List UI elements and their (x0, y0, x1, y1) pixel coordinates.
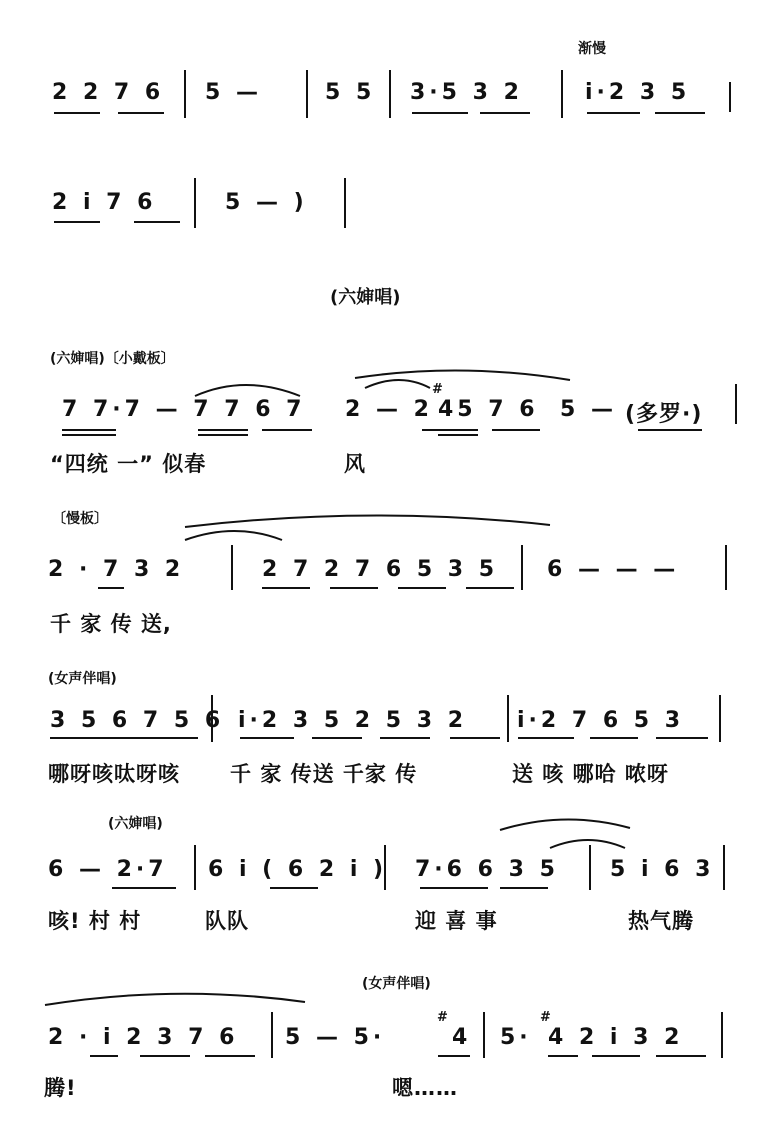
measure-r3-5: (多罗·) (625, 402, 703, 427)
measure-r4-1: 2 · 7 3 2 (48, 557, 185, 582)
measure-r1-3: 5 5 (325, 80, 376, 105)
lyric-r4: 千 家 传 送, (50, 612, 172, 636)
measure-r4-2: 2 7 2 7 6 5 3 5 (262, 557, 499, 582)
measure-r1-1: 2 2 7 6 (52, 80, 165, 105)
measure-r6-1: 6 — 2·7 (48, 857, 168, 882)
measure-r6-4: 5 i 6 3 (610, 857, 715, 882)
sharp-mark-r7b: # (540, 1010, 551, 1025)
measure-r7-1: 2 · i 2 3 7 6 (48, 1025, 239, 1050)
measure-r3-1: 7 7·7 — 7 7 6 7 (62, 397, 306, 422)
measure-r3-2: 2 — 2 (345, 397, 433, 422)
measure-r2-1: 2 i 7 6 (52, 190, 157, 215)
measure-r6-3: 7·6 6 3 5 (415, 857, 559, 882)
lyric-r7-1: 腾! (44, 1076, 77, 1100)
lyric-r5-2: 千 家 传送 千家 传 (230, 762, 418, 786)
lyric-r6-2: 队队 (205, 909, 249, 933)
lyric-r6-3: 迎 喜 事 (415, 909, 498, 933)
measure-r3-4: 5 — (560, 397, 617, 422)
lyric-r7-2: 嗯…… (392, 1076, 458, 1100)
measure-r4-3: 6 — — — (547, 557, 680, 582)
measure-r5-3: i·2 7 6 5 3 (517, 708, 685, 733)
lyric-r5-1: 哪呀咳呔呀咳 (48, 762, 180, 786)
measure-r7-3: 4 (452, 1025, 472, 1050)
measure-r2-2: 5 — ) (225, 190, 308, 215)
lyric-r3-1: “四统 一” 似春 (50, 452, 207, 476)
row7-label: (女声伴唱) (362, 976, 431, 992)
measure-r6-2: 6 i ( 6 2 i ) (208, 857, 388, 882)
measure-r7-5: 4 2 i 3 2 (548, 1025, 684, 1050)
measure-r3-3: 45 7 6 (438, 397, 539, 422)
measure-r1-5: i·2 3 5 (585, 80, 691, 105)
row5-label: (女声伴唱) (48, 671, 117, 687)
row3-label: (六婶唱)〔小戴板〕 (50, 351, 175, 367)
measure-r7-2: 5 — 5· (285, 1025, 386, 1050)
lyric-r6-1: 咳! 村 村 (48, 909, 142, 933)
tempo-marking: 渐慢 (578, 41, 606, 57)
row4-label: 〔慢板〕 (52, 511, 108, 527)
measure-r5-1: 3 5 6 7 5 6 (50, 708, 225, 733)
measure-r7-4: 5· (500, 1025, 532, 1050)
row6-label: (六婶唱) (108, 816, 163, 832)
measure-r1-4: 3·5 3 2 (410, 80, 523, 105)
sharp-mark-r3: # (432, 382, 443, 397)
lyric-r3-2: 风 (344, 452, 366, 476)
lyric-r6-4: 热气腾 (628, 909, 694, 933)
measure-r5-2: i·2 3 5 2 5 3 2 (238, 708, 468, 733)
measure-r1-2: 5 — (205, 80, 262, 105)
sharp-mark-r7a: # (437, 1010, 448, 1025)
lyric-r5-3: 送 咳 哪哈 哝呀 (512, 762, 669, 786)
section-title: (六婶唱) (330, 287, 401, 308)
